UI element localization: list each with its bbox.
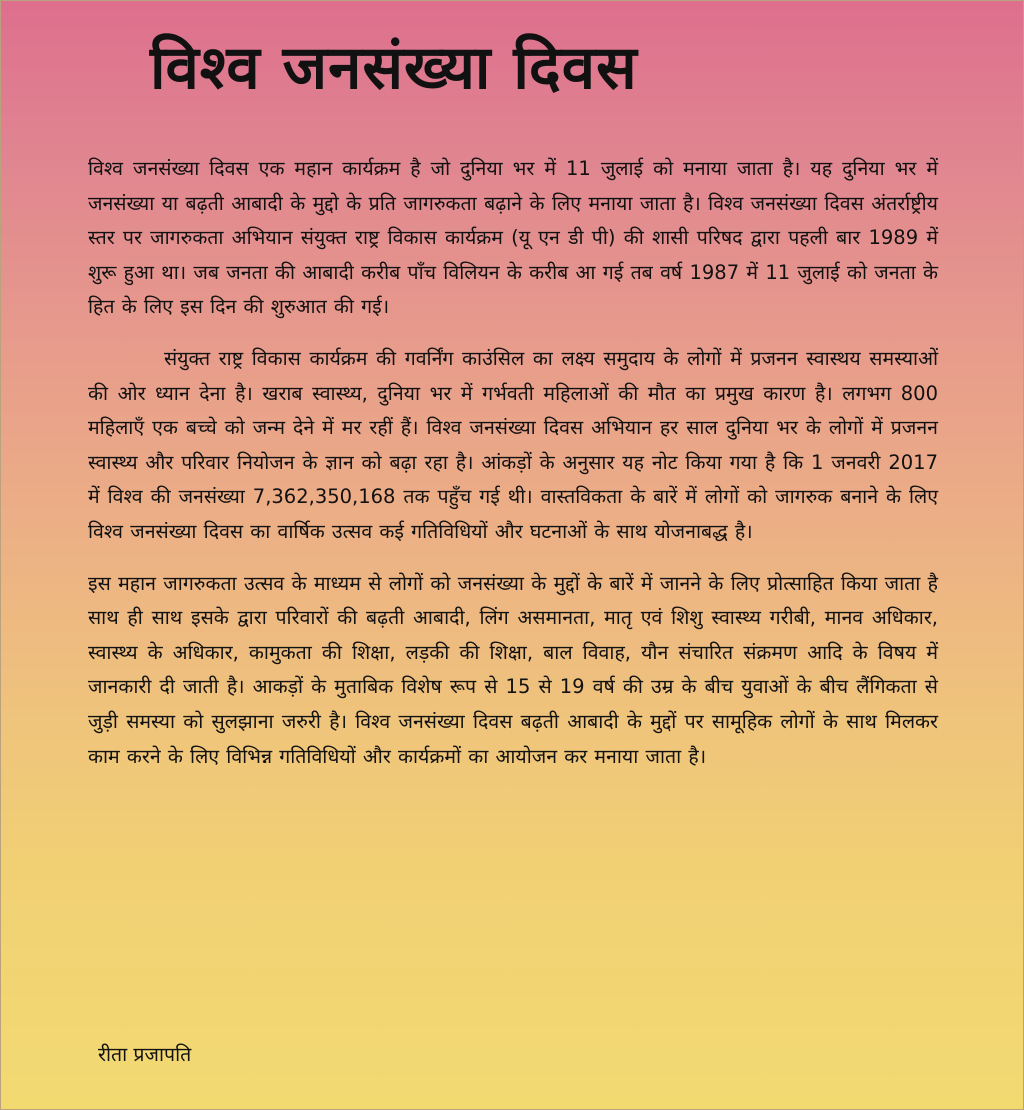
paragraph-1: विश्व जनसंख्या दिवस एक महान कार्यक्रम है जो दुनिया भर में 11 जुलाई को मनाया जाता है। यह दुनिया भर में जनसंख्या या बढ़ती आबादी के मुद्दो के प्रति जागरुकता बढ़ाने के लिए मनाया जाता है। विश्व जनसंख्या दिवस अंतर्राष्ट्रीय स्तर पर जागरुकता अभियान संयुक्त राष्ट्र विकास कार्यक्रम (यू एन डी पी) की शासी परिषद द्वारा पहली बार 1989 में शुरू हुआ था। जब जनता की आबादी करीब पाँच विलियन के करीब आ गई तब वर्ष 1987 में 11 जुलाई को जनता के हित के लिए इस दिन की शुरुआत की गई। [88, 157, 938, 319]
paragraph-3: इस महान जागरुकता उत्सव के माध्यम से लोगों को जनसंख्या के मुद्दों के बारें में जानने के लिए प्रोत्साहित किया जाता है साथ ही साथ इसके द्वारा परिवारों की बढ़ती आबादी, लिंग असमानता, मातृ एवं शिशु स्वास्थ्य गरीबी, मानव अधिकार, स्वास्थ्य के अधिकार, कामुकता की शिक्षा, लड़की की शिक्षा, बाल विवाह, यौन संचारित संक्रमण आदि के विषय में जानकारी दी जाती है। आकड़ों के मुताबिक विशेष रूप से 15 से 19 वर्ष की उम्र के बीच युवाओं के बीच लैंगिकता से जुड़ी समस्या को सुलझाना जरुरी है। विश्व जनसंख्या दिवस बढ़ती आबादी के मुद्दों पर सामूहिक लोगों के साथ मिलकर काम करने के लिए विभिन्न गतिविधियों और कार्यक्रमों का आयोजन कर मनाया जाता है। [88, 571, 938, 768]
article-body [88, 152, 938, 774]
author-name: रीता प्रजापति [98, 1043, 192, 1066]
page-title: विश्व जनसंख्या दिवस [150, 33, 638, 103]
paragraph-2: संयुक्त राष्ट्र विकास कार्यक्रम की गवर्निंग काउंसिल का लक्ष्य समुदाय के लोगों में प्रजनन स्वास्थय समस्याओं की ओर ध्यान देना है। खराब स्वास्थ्य, दुनिया भर में गर्भवती महिलाओं की मौत का प्रमुख कारण है। लगभग 800 महिलाएँ एक बच्चे को जन्म देने में मर रहीं हैं। विश्व जनसंख्या दिवस अभियान हर साल दुनिया भर के लोगों में प्रजनन स्वास्थ्य और परिवार नियोजन के ज्ञान को बढ़ा रहा है। आंकड़ों के अनुसार यह नोट किया गया है कि 1 जनवरी 2017 में विश्व की जनसंख्या 7,362,350,168 तक पहुँच गई थी। वास्तविकता के बारें में लोगों को जागरुक बनाने के लिए विश्व जनसंख्या दिवस का वार्षिक उत्सव कई गतिविधियों और घटनाओं के साथ योजनाबद्ध है। [88, 346, 938, 543]
